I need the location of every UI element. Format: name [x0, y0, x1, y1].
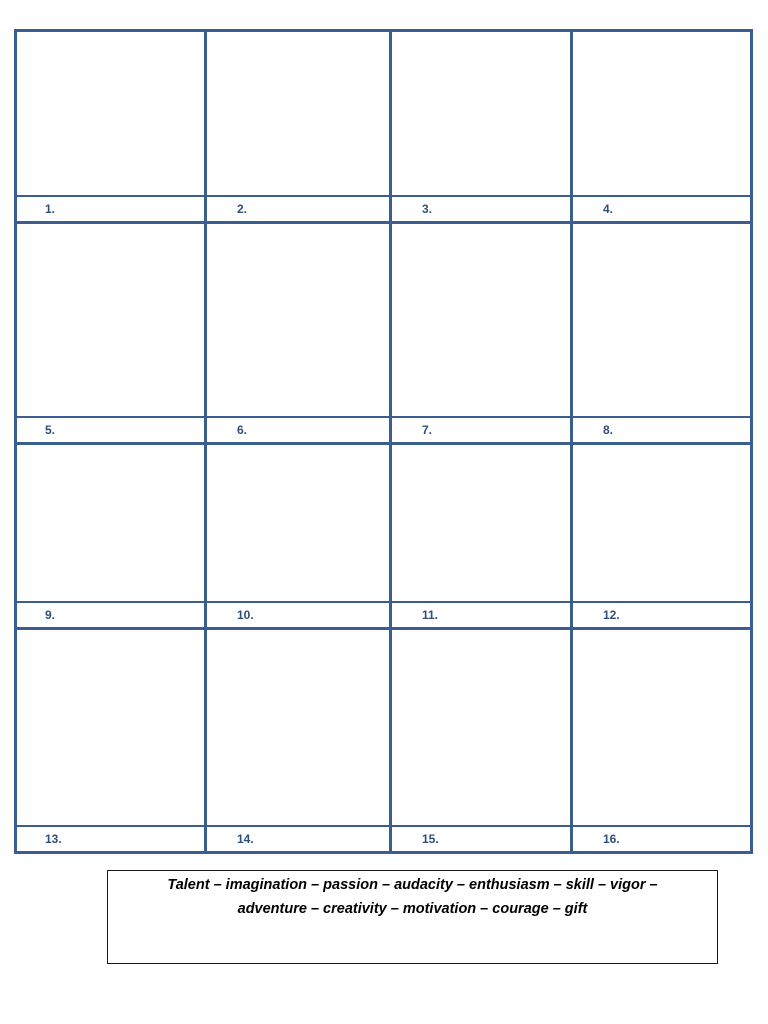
- cell-number-11: 11.: [422, 608, 439, 622]
- cell-number-10: 10.: [237, 608, 254, 622]
- label-strip-2[interactable]: [207, 195, 389, 221]
- grid-cell-16: [573, 630, 750, 851]
- label-strip-16[interactable]: [573, 825, 750, 851]
- label-strip-5[interactable]: [17, 416, 204, 442]
- grid-cell-8: [573, 224, 750, 445]
- cell-number-13: 13.: [45, 832, 62, 846]
- label-strip-15[interactable]: [392, 825, 570, 851]
- picture-area-15[interactable]: [392, 630, 570, 825]
- grid-cell-15: [392, 630, 573, 851]
- label-strip-4[interactable]: [573, 195, 750, 221]
- grid-cell-14: [207, 630, 392, 851]
- label-strip-13[interactable]: [17, 825, 204, 851]
- picture-area-13[interactable]: [17, 630, 204, 825]
- picture-area-7[interactable]: [392, 224, 570, 416]
- grid-cell-9: [17, 445, 207, 630]
- label-strip-11[interactable]: [392, 601, 570, 627]
- cell-number-7: 7.: [422, 423, 433, 437]
- picture-area-10[interactable]: [207, 445, 389, 601]
- picture-area-2[interactable]: [207, 32, 389, 195]
- picture-area-6[interactable]: [207, 224, 389, 416]
- grid-cell-3: [392, 32, 573, 224]
- label-strip-3[interactable]: [392, 195, 570, 221]
- picture-area-8[interactable]: [573, 224, 750, 416]
- cell-number-6: 6.: [237, 423, 248, 437]
- grid-cell-7: [392, 224, 573, 445]
- grid-cell-1: [17, 32, 207, 224]
- label-strip-14[interactable]: [207, 825, 389, 851]
- label-strip-6[interactable]: [207, 416, 389, 442]
- cell-number-4: 4.: [603, 202, 614, 216]
- cell-number-15: 15.: [422, 832, 439, 846]
- cell-number-5: 5.: [45, 423, 56, 437]
- grid-cell-6: [207, 224, 392, 445]
- word-bank-line-1: Talent – imagination – passion – audacity – enthusiasm – skill – vigor –: [167, 877, 658, 893]
- cell-number-16: 16.: [603, 832, 620, 846]
- label-strip-9[interactable]: [17, 601, 204, 627]
- label-strip-10[interactable]: [207, 601, 389, 627]
- cell-number-8: 8.: [603, 423, 614, 437]
- picture-area-1[interactable]: [17, 32, 204, 195]
- grid-cell-13: [17, 630, 207, 851]
- cell-number-9: 9.: [45, 608, 56, 622]
- word-bank-line-2: adventure – creativity – motivation – courage – gift: [237, 901, 588, 917]
- picture-area-16[interactable]: [573, 630, 750, 825]
- label-strip-7[interactable]: [392, 416, 570, 442]
- worksheet-grid: [14, 29, 753, 854]
- cell-number-14: 14.: [237, 832, 254, 846]
- grid-cell-5: [17, 224, 207, 445]
- grid-cell-2: [207, 32, 392, 224]
- grid-cell-10: [207, 445, 392, 630]
- cell-number-1: 1.: [45, 202, 56, 216]
- label-strip-1[interactable]: [17, 195, 204, 221]
- picture-area-14[interactable]: [207, 630, 389, 825]
- cell-number-12: 12.: [603, 608, 620, 622]
- label-strip-12[interactable]: [573, 601, 750, 627]
- picture-area-9[interactable]: [17, 445, 204, 601]
- picture-area-11[interactable]: [392, 445, 570, 601]
- label-strip-8[interactable]: [573, 416, 750, 442]
- grid-cell-4: [573, 32, 750, 224]
- grid-cell-11: [392, 445, 573, 630]
- grid-cell-12: [573, 445, 750, 630]
- cell-number-3: 3.: [422, 202, 433, 216]
- cell-number-2: 2.: [237, 202, 248, 216]
- picture-area-3[interactable]: [392, 32, 570, 195]
- picture-area-4[interactable]: [573, 32, 750, 195]
- picture-area-5[interactable]: [17, 224, 204, 416]
- picture-area-12[interactable]: [573, 445, 750, 601]
- word-bank-box: [107, 870, 718, 964]
